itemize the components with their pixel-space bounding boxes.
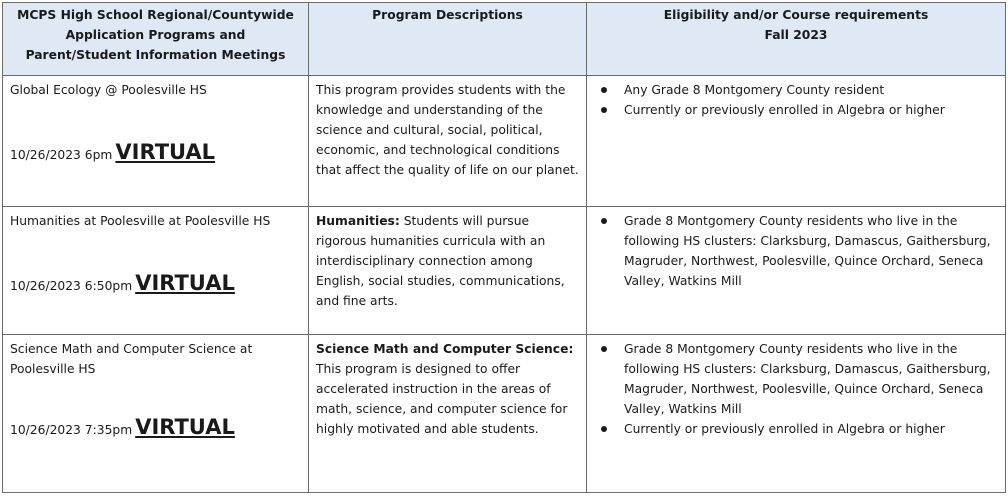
program-description: This program is designed to offer accelerated instruction in the areas of math, science, and computer science for highly motivated and able students.	[316, 362, 568, 436]
list-item: Grade 8 Montgomery County residents who live in the following HS clusters: Clarksburg, Damascus, Gaithersburg, Magruder, Northwest, Poolesville, Quince Orchard, Seneca Valley, Watkins Mill	[624, 339, 999, 419]
program-name: Global Ecology @ Poolesville HS	[10, 83, 207, 97]
eligibility-list	[594, 211, 999, 291]
table-row	[3, 76, 1006, 207]
list-item: Currently or previously enrolled in Algebra or higher	[624, 419, 999, 439]
meeting-mode: VIRTUAL	[115, 140, 216, 164]
program-cell	[3, 76, 309, 207]
header-programs-meetings: MCPS High School Regional/Countywide Application Programs and Parent/Student Information Meetings	[3, 3, 309, 76]
list-item: Currently or previously enrolled in Algebra or higher	[624, 100, 999, 120]
header-eligibility: Eligibility and/or Course requirements Fall 2023	[587, 3, 1006, 76]
description-cell	[309, 207, 587, 335]
eligibility-cell	[587, 335, 1006, 493]
meeting-time: 10/26/2023 6pm	[10, 148, 113, 162]
header-row	[3, 3, 1006, 76]
program-name: Science Math and Computer Science at Poolesville HS	[10, 342, 253, 376]
meeting-mode: VIRTUAL	[135, 271, 235, 295]
description-cell	[309, 335, 587, 493]
meeting-info	[10, 273, 235, 296]
program-cell	[3, 207, 309, 335]
meeting-time: 10/26/2023 7:35pm	[10, 423, 133, 437]
description-cell	[309, 76, 587, 207]
table-row	[3, 207, 1006, 335]
programs-table	[2, 2, 1006, 493]
program-description: Students will pursue rigorous humanities curricula with an interdisciplinary connection among English, social studies, communications, and fine arts.	[316, 214, 565, 308]
eligibility-cell	[587, 76, 1006, 207]
list-item: Any Grade 8 Montgomery County resident	[624, 80, 999, 100]
program-name: Humanities at Poolesville at Poolesville HS	[10, 214, 271, 228]
header-program-descriptions: Program Descriptions	[309, 3, 587, 76]
meeting-info	[10, 142, 215, 165]
description-lead: Humanities:	[316, 214, 400, 228]
description-lead: Science Math and Computer Science:	[316, 342, 574, 356]
list-item: Grade 8 Montgomery County residents who live in the following HS clusters: Clarksburg, Damascus, Gaithersburg, Magruder, Northwest, Poolesville, Quince Orchard, Seneca Valley, Watkins Mill	[624, 211, 999, 291]
meeting-mode: VIRTUAL	[135, 415, 235, 439]
eligibility-list	[594, 339, 999, 439]
eligibility-cell	[587, 207, 1006, 335]
program-description: This program provides students with the knowledge and understanding of the science and cultural, social, political, economic, and technological conditions that affect the quality of life on our planet.	[316, 83, 579, 177]
meeting-info	[10, 417, 235, 440]
program-cell	[3, 335, 309, 493]
meeting-time: 10/26/2023 6:50pm	[10, 279, 133, 293]
table-row	[3, 335, 1006, 493]
eligibility-list	[594, 80, 999, 120]
